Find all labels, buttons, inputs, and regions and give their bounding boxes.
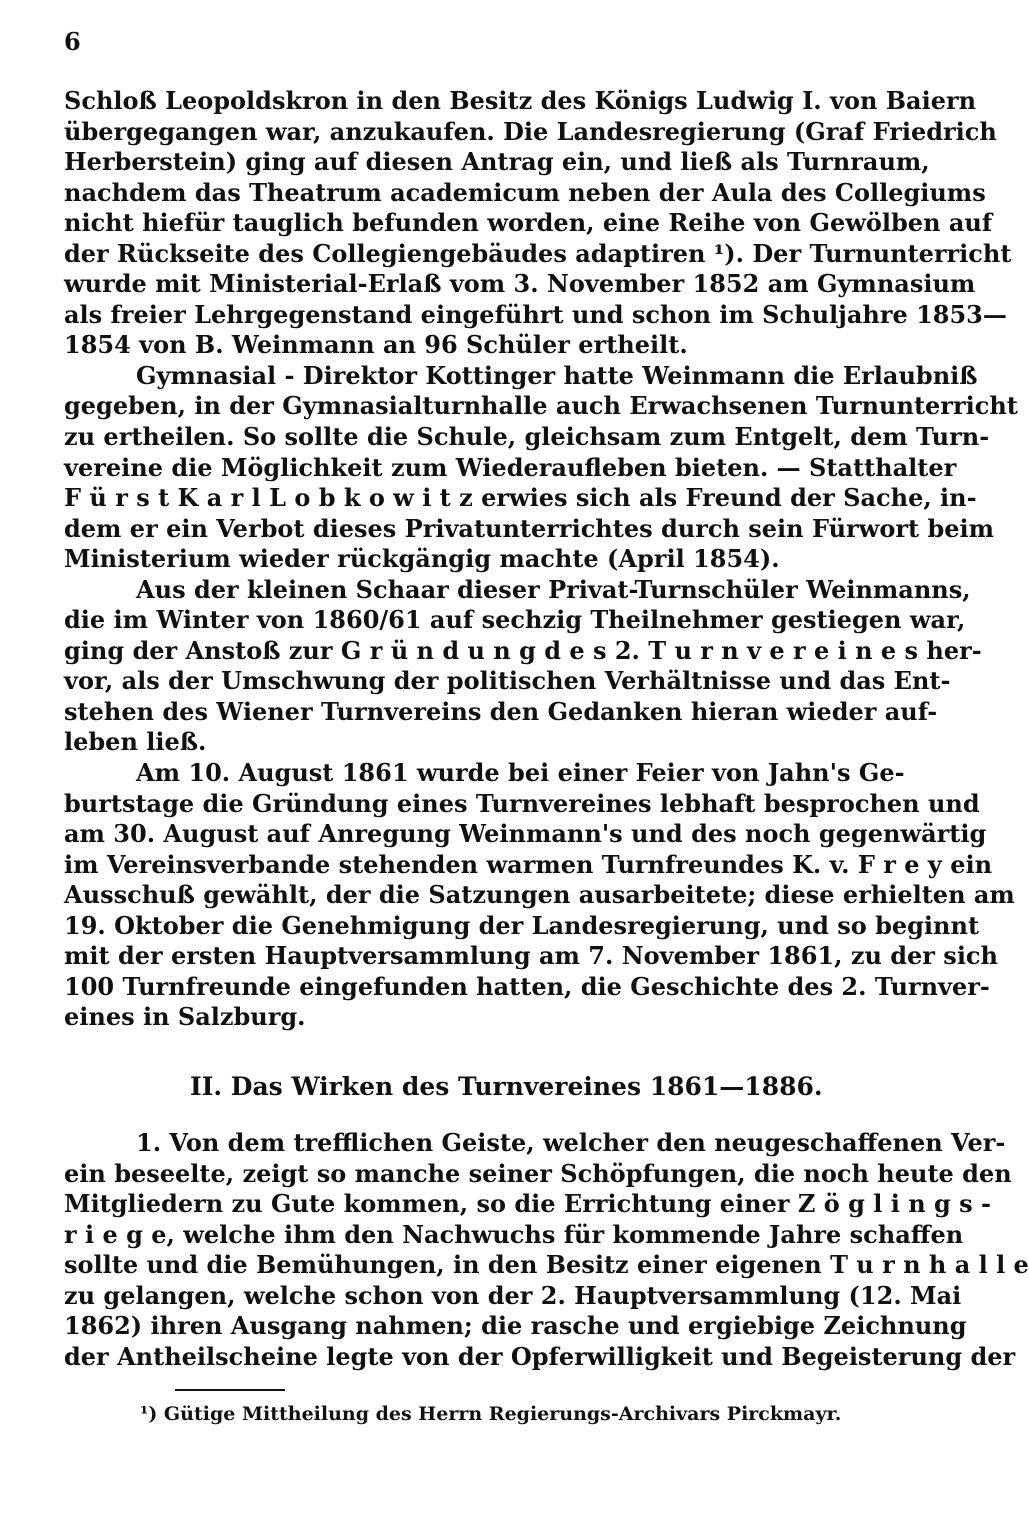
section-heading: II. Das Wirken des Turnvereines 1861—1886. [190,1072,823,1101]
text-line: stehen des Wiener Turnvereins den Gedanken hieran wieder auf- [64,696,938,726]
text-line: vereine die Möglichkeit zum Wiederaufleben bieten. — Statthalter [64,452,957,482]
text-line: sollte und die Bemühungen, in den Besitz einer eigenen T u r n h a l l e [64,1250,1029,1280]
text-line: Ausschuß gewählt, der die Satzungen ausarbeitete; diese erhielten am [64,880,1015,910]
text-line: ein beseelte, zeigt so manche seiner Schöpfungen, die noch heute den [64,1158,1012,1188]
text-line: eines in Salzburg. [64,1002,306,1032]
text-line: leben ließ. [64,727,207,757]
text-line: Am 10. August 1861 wurde bei einer Feier von Jahn's Ge- [136,758,905,788]
text-line: nicht hiefür tauglich befunden worden, eine Reihe von Gewölben auf [64,208,993,238]
text-line: wurde mit Ministerial-Erlaß vom 3. November 1852 am Gymnasium [64,269,976,299]
text-line: 1862) ihren Ausgang nahmen; die rasche und ergiebige Zeichnung [64,1311,967,1341]
text-line: dem er ein Verbot dieses Privatunterrichtes durch sein Fürwort beim [64,513,994,543]
text-line: am 30. August auf Anregung Weinmann's und des noch gegenwärtig [64,819,987,849]
text-line: zu ertheilen. So sollte die Schule, gleichsam zum Entgelt, dem Turn- [64,422,990,452]
text-line: 100 Turnfreunde eingefunden hatten, die Geschichte des 2. Turnver- [64,971,990,1001]
text-line: nachdem das Theatrum academicum neben der Aula des Collegiums [64,177,986,207]
text-line: als freier Lehrgegenstand eingeführt und schon im Schuljahre 1853— [64,299,1007,329]
text-line: vor, als der Umschwung der politischen Verhältnisse und das Ent- [64,666,951,696]
text-line: ging der Anstoß zur G r ü n d u n g d e s 2. T u r n v e r e i n e s her- [64,635,982,665]
text-line: F ü r s t K a r l L o b k o w i t z erwies sich als Freund der Sache, in- [64,483,977,513]
text-line: 19. Oktober die Genehmigung der Landesregierung, und so beginnt [64,910,980,940]
page-number: 6 [64,27,81,56]
text-line: im Vereinsverbande stehenden warmen Turnfreundes K. v. F r e y ein [64,849,993,879]
text-line: der Rückseite des Collegiengebäudes adaptiren ¹). Der Turnunterricht [64,238,1012,268]
text-line: burtstage die Gründung eines Turnvereines lebhaft besprochen und [64,788,980,818]
text-line: Ministerium wieder rückgängig machte (April 1854). [64,544,780,574]
text-line: übergegangen war, anzukaufen. Die Landesregierung (Graf Friedrich [64,116,997,146]
text-line: 1. Von dem trefflichen Geiste, welcher den neugeschaffenen Ver- [136,1128,1006,1157]
footnote-rule [175,1389,285,1391]
text-line: Schloß Leopoldskron in den Besitz des Königs Ludwig I. von Baiern [64,86,977,115]
text-line: Mitgliedern zu Gute kommen, so die Errichtung einer Z ö g l i n g s - [64,1189,991,1219]
text-line: Gymnasial - Direktor Kottinger hatte Weinmann die Erlaubniß [136,360,978,390]
text-line: mit der ersten Hauptversammlung am 7. November 1861, zu der sich [64,941,998,971]
section-text-block [64,1128,1029,1372]
text-line: zu gelangen, welche schon von der 2. Hauptversammlung (12. Mai [64,1280,962,1310]
text-line: der Antheilscheine legte von der Opferwilligkeit und Begeisterung der [64,1341,1016,1371]
text-line: 1854 von B. Weinmann an 96 Schüler ertheilt. [64,330,688,360]
text-line: gegeben, in der Gymnasialturnhalle auch Erwachsenen Turnunterricht [64,391,1018,421]
text-line: die im Winter von 1860/61 auf sechzig Theilnehmer gestiegen war, [64,605,966,635]
main-text-block [64,86,1018,1033]
text-line: Aus der kleinen Schaar dieser Privat-Turnschüler Weinmanns, [136,574,971,604]
footnote: ¹) Gütige Mittheilung des Herrn Regierungs-Archivars Pirckmayr. [140,1403,842,1425]
text-line: Herberstein) ging auf diesen Antrag ein, und ließ als Turnraum, [64,147,930,177]
text-line: r i e g e, welche ihm den Nachwuchs für kommende Jahre schaffen [64,1219,964,1249]
